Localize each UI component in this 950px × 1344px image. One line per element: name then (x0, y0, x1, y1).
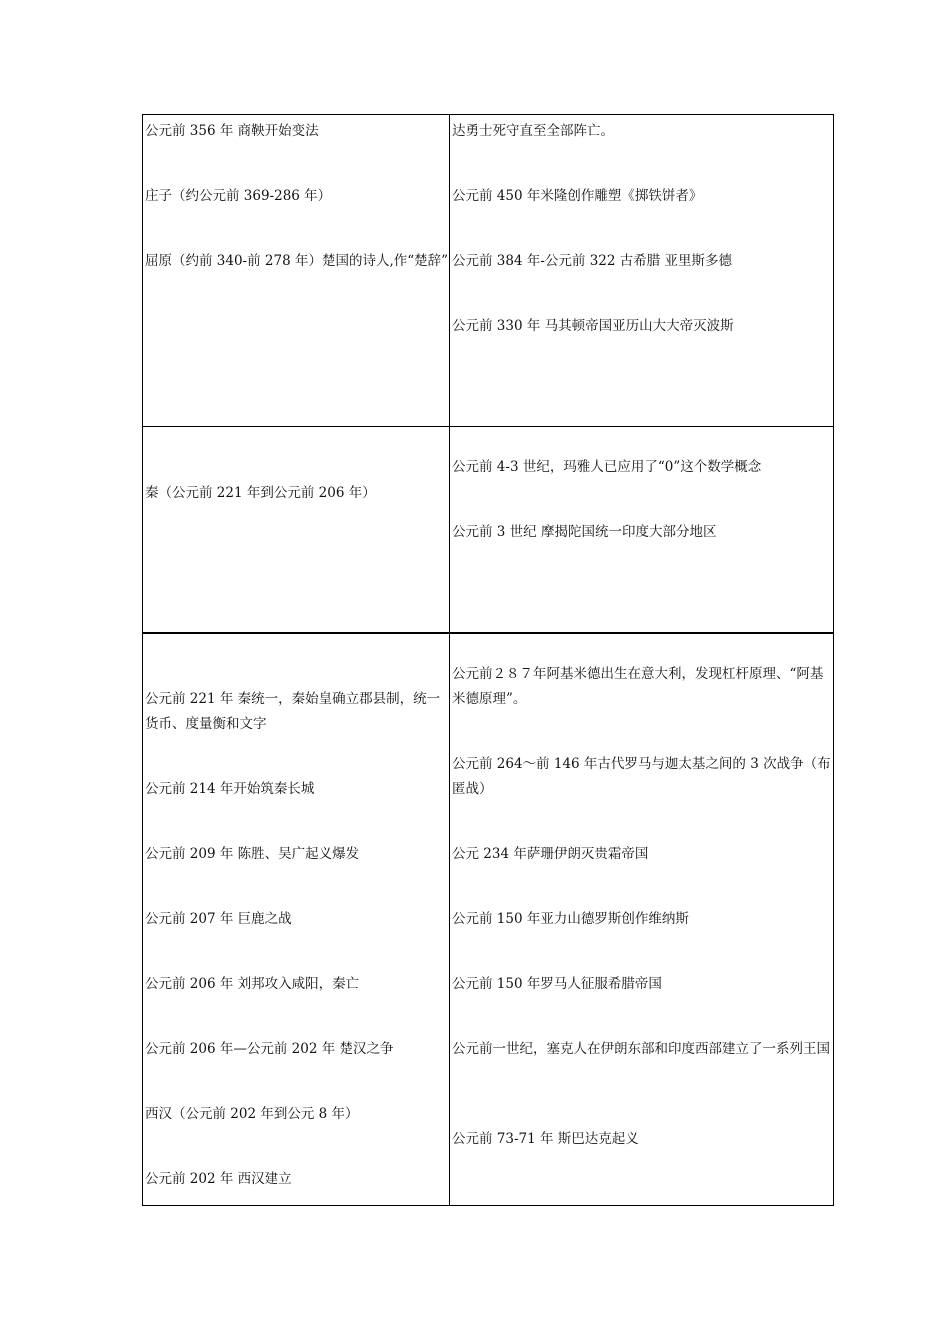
timeline-entry: 屈原（约前 340-前 278 年）楚国的诗人,作“楚辞” (145, 253, 449, 269)
timeline-entry: 庄子（约公元前 369-286 年） (145, 188, 332, 204)
timeline-entry: 公元前 206 年—公元前 202 年 楚汉之争 (145, 1041, 394, 1057)
timeline-entry: 公元前 73-71 年 斯巴达克起义 (452, 1131, 639, 1147)
timeline-entry: 公元前 3 世纪 摩揭陀国统一印度大部分地区 (452, 524, 717, 540)
table-row (143, 633, 834, 1206)
timeline-entry: 公元前 264～前 146 年古代罗马与迦太基之间的 3 次战争（布匿战） (452, 756, 831, 797)
timeline-entry: 公元前 150 年亚力山德罗斯创作维纳斯 (452, 911, 689, 927)
table-cell-right (450, 115, 834, 427)
table-cell-right (450, 427, 834, 634)
timeline-entry: 公元前 330 年 马其顿帝国亚历山大大帝灭波斯 (452, 318, 734, 334)
timeline-entry: 公元前 150 年罗马人征服希腊帝国 (452, 976, 662, 992)
table-cell-left (143, 115, 450, 427)
timeline-entry: 公元前２８７年阿基米德出生在意大利，发现杠杆原理、“阿基米德原理”。 (452, 666, 824, 707)
timeline-entry: 公元前 207 年 巨鹿之战 (145, 911, 292, 927)
table-cell-left (143, 427, 450, 634)
timeline-entry: 公元前 384 年-公元前 322 古希腊 亚里斯多德 (452, 253, 733, 269)
table-cell-left (143, 633, 450, 1206)
timeline-entry: 公元前 214 年开始筑秦长城 (145, 781, 315, 797)
table-cell-right (450, 633, 834, 1206)
timeline-entry: 公元前 356 年 商鞅开始变法 (145, 123, 319, 139)
timeline-entry: 公元前 202 年 西汉建立 (145, 1171, 292, 1187)
timeline-entry: 秦（公元前 221 年到公元前 206 年） (145, 485, 376, 501)
timeline-entry: 公元 234 年萨珊伊朗灭贵霜帝国 (452, 846, 649, 862)
history-timeline-table (142, 114, 834, 1206)
timeline-entry: 公元前 221 年 秦统一，秦始皇确立郡县制，统一货币、度量衡和文字 (145, 691, 441, 732)
timeline-entry: 公元前 206 年 刘邦攻入咸阳，秦亡 (145, 976, 360, 992)
timeline-entry: 公元前 209 年 陈胜、吴广起义爆发 (145, 846, 360, 862)
table-row (143, 427, 834, 634)
table-row (143, 115, 834, 427)
timeline-entry: 公元前 450 年米隆创作雕塑《掷铁饼者》 (452, 188, 703, 204)
timeline-entry: 达勇士死守直至全部阵亡。 (452, 123, 614, 139)
timeline-entry: 公元前一世纪，塞克人在伊朗东部和印度西部建立了一系列王国 (452, 1041, 830, 1057)
timeline-entry: 公元前 4-3 世纪，玛雅人已应用了“0”这个数学概念 (452, 459, 762, 475)
timeline-entry: 西汉（公元前 202 年到公元 8 年） (145, 1106, 359, 1122)
